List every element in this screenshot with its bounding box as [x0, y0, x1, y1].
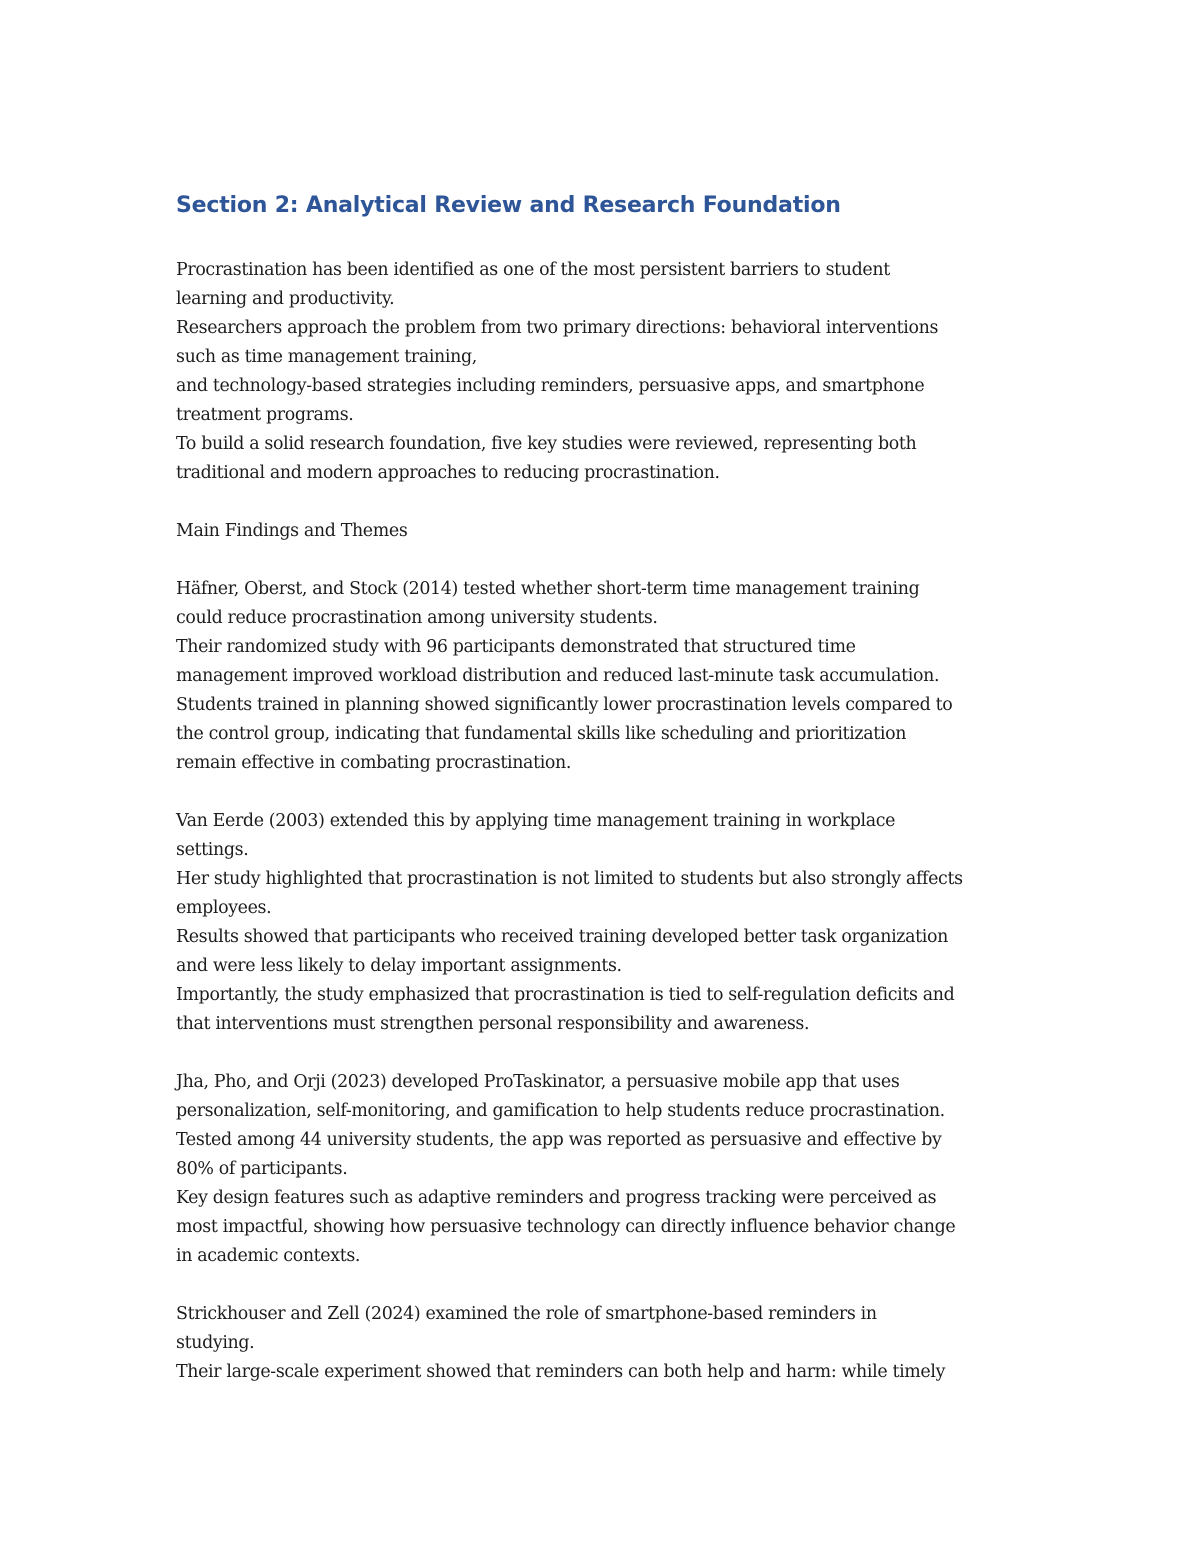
text-line: Key design features such as adaptive reminders and progress tracking were perceived as: [176, 1188, 937, 1208]
text-line: and were less likely to delay important assignments.: [176, 956, 622, 976]
subheading-text: Main Findings and Themes: [176, 521, 408, 541]
study-paragraph-strickhouser: [176, 1300, 1036, 1387]
text-line: settings.: [176, 840, 249, 860]
text-line: Researchers approach the problem from two primary directions: behavioral interventions: [176, 318, 939, 338]
text-line: Their randomized study with 96 participants demonstrated that structured time: [176, 637, 856, 657]
text-line: treatment programs.: [176, 405, 354, 425]
document-page: [176, 190, 1036, 1416]
text-line: Jha, Pho, and Orji (2023) developed ProTaskinator, a persuasive mobile app that uses: [176, 1072, 900, 1092]
text-line: Her study highlighted that procrastination is not limited to students but also strongly affects: [176, 869, 963, 889]
text-line: Results showed that participants who received training developed better task organization: [176, 927, 948, 947]
study-paragraph-jha: [176, 1068, 1036, 1271]
study-paragraph-van-eerde: [176, 807, 1036, 1039]
text-line: such as time management training,: [176, 347, 477, 367]
text-line: To build a solid research foundation, five key studies were reviewed, representing both: [176, 434, 917, 454]
text-line: management improved workload distribution and reduced last-minute task accumulation.: [176, 666, 940, 686]
text-line: Procrastination has been identified as one of the most persistent barriers to student: [176, 260, 890, 280]
intro-paragraph: [176, 256, 1036, 488]
text-line: personalization, self-monitoring, and gamification to help students reduce procrastination.: [176, 1101, 945, 1121]
study-paragraph-hafner: [176, 575, 1036, 778]
text-line: remain effective in combating procrastination.: [176, 753, 572, 773]
text-line: could reduce procrastination among university students.: [176, 608, 658, 628]
text-line: Students trained in planning showed significantly lower procrastination levels compared to: [176, 695, 953, 715]
findings-subheading: [176, 517, 1036, 546]
text-line: studying.: [176, 1333, 255, 1353]
section-heading: Section 2: Analytical Review and Research Foundation: [176, 193, 841, 218]
text-line: Importantly, the study emphasized that procrastination is tied to self-regulation deficits and: [176, 985, 955, 1005]
text-line: Strickhouser and Zell (2024) examined the role of smartphone-based reminders in: [176, 1304, 877, 1324]
text-line: traditional and modern approaches to reducing procrastination.: [176, 463, 720, 483]
text-line: 80% of participants.: [176, 1159, 348, 1179]
text-line: employees.: [176, 898, 272, 918]
text-line: Häfner, Oberst, and Stock (2014) tested whether short-term time management training: [176, 579, 920, 599]
text-line: in academic contexts.: [176, 1246, 361, 1266]
text-line: Tested among 44 university students, the app was reported as persuasive and effective by: [176, 1130, 942, 1150]
text-line: most impactful, showing how persuasive technology can directly influence behavior change: [176, 1217, 956, 1237]
text-line: Van Eerde (2003) extended this by applying time management training in workplace: [176, 811, 896, 831]
text-line: that interventions must strengthen personal responsibility and awareness.: [176, 1014, 810, 1034]
text-line: and technology-based strategies including reminders, persuasive apps, and smartphone: [176, 376, 925, 396]
text-line: Their large-scale experiment showed that reminders can both help and harm: while timely: [176, 1362, 946, 1382]
text-line: learning and productivity.: [176, 289, 395, 309]
text-line: the control group, indicating that fundamental skills like scheduling and prioritization: [176, 724, 907, 744]
